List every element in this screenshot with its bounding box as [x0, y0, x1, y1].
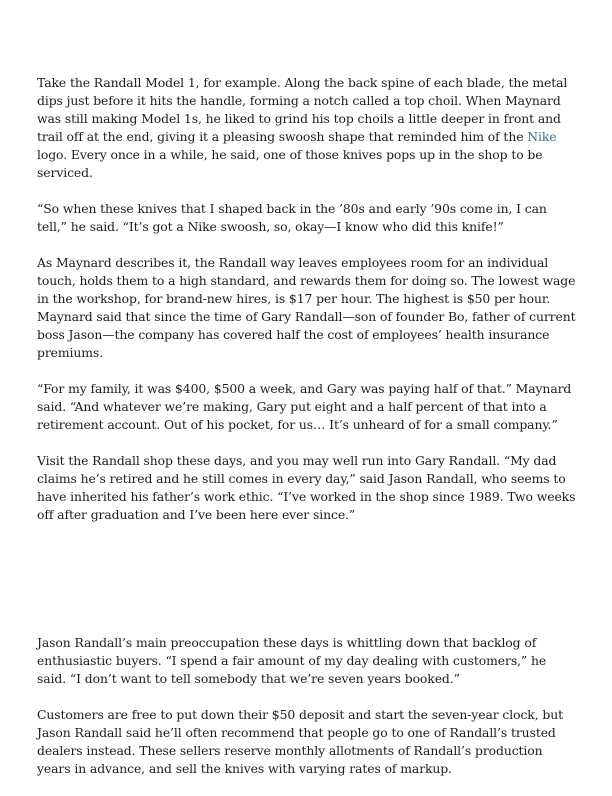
blank-space [37, 542, 577, 634]
paragraph-model-1-text-after: logo. Every once in a while, he said, one of those knives pops up in the shop to be serviced. [37, 147, 543, 180]
paragraph-model-1 [37, 74, 577, 182]
paragraph-model-1-text-before: Take the Randall Model 1, for example. Along the back spine of each blade, the metal dips just before it hits the handle, forming a notch called a top choil. When Maynard was still making Model 1s, he liked to grind his top choils a little deeper in front and trail off at the end, giving it a pleasing swoosh shape that reminded him of the [37, 75, 568, 144]
paragraph-nike-swoosh-quote: “So when these knives that I shaped back in the ’80s and early ’90s come in, I can tell,” he said. “It’s got a Nike swoosh, so, okay—I know who did this knife!” [37, 201, 547, 234]
nike-link[interactable]: Nike [527, 129, 557, 144]
paragraph-visit-shop: Visit the Randall shop these days, and you may well run into Gary Randall. “My dad claims he’s retired and he still comes in every day,” said Jason Randall, who seems to have inherited his father’s work ethic. “I’ve worked in the shop since 1989. Two weeks off after graduation and I’ve been here ever since.” [37, 453, 576, 522]
article-body [37, 74, 577, 796]
paragraph-deposit: Customers are free to put down their $50 deposit and start the seven-year clock, but Jason Randall said he’ll often recommend that people go to one of Randall’s trusted dealers instead. These sellers reserve monthly allotments of Randall’s production years in advance, and sell the knives with varying rates of markup. [37, 707, 563, 776]
paragraph-family-quote: “For my family, it was $400, $500 a week, and Gary was paying half of that.” Maynard said. “And whatever we’re making, Gary put eight and a half percent of that into a retirement account. Out of his pocket, for us… It’s unheard of for a small company.” [37, 381, 572, 432]
paragraph-randall-way: As Maynard describes it, the Randall way leaves employees room for an individual touch, holds them to a high standard, and rewards them for doing so. The lowest wage in the workshop, for brand-new hires, is $17 per hour. The highest is $50 per hour. Maynard said that since the time of Gary Randall—son of founder Bo, father of current boss Jason—the company has covered half the cost of employees’ health insurance premiums. [37, 255, 576, 360]
paragraph-backlog: Jason Randall’s main preoccupation these days is whittling down that backlog of enthusiastic buyers. “I spend a fair amount of my day dealing with customers,” he said. “I don’t want to tell somebody that we’re seven years booked.” [37, 635, 547, 686]
